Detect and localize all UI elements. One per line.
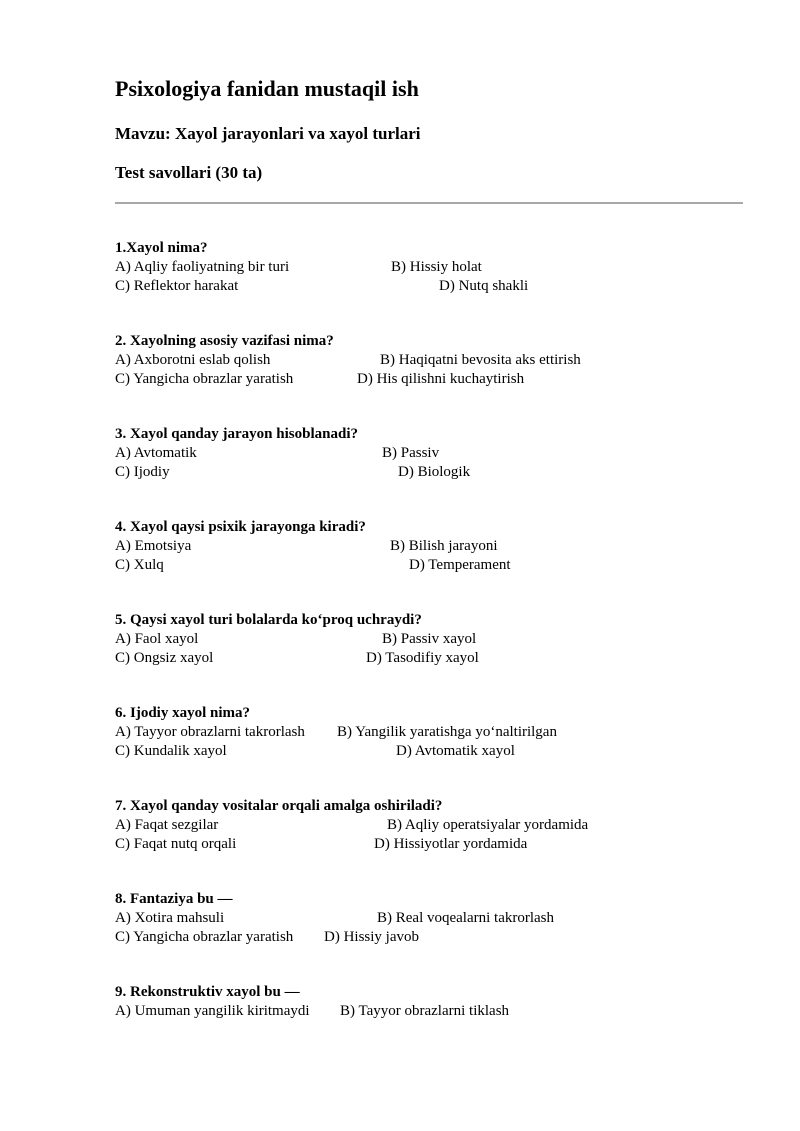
- options-row: [115, 928, 755, 947]
- question-3: [115, 425, 755, 482]
- option-a: A) Avtomatik: [115, 445, 197, 461]
- option-d: D) Hissiy javob: [324, 929, 419, 945]
- option-c: C) Ongsiz xayol: [115, 650, 214, 666]
- question-text: 6. Ijodiy xayol nima?: [115, 705, 251, 721]
- question-text: 3. Xayol qanday jarayon hisoblanadi?: [115, 426, 358, 442]
- option-b: B) Bilish jarayoni: [390, 538, 498, 554]
- option-a: A) Umuman yangilik kiritmaydi: [115, 1003, 310, 1019]
- question-text: 9. Rekonstruktiv xayol bu —: [115, 984, 300, 1000]
- question-text: 5. Qaysi xayol turi bolalarda ko‘proq uchraydi?: [115, 612, 422, 628]
- options-row: [115, 1002, 755, 1021]
- option-c: C) Xulq: [115, 557, 164, 573]
- option-a: A) Emotsiya: [115, 538, 192, 554]
- options-row: [115, 649, 755, 668]
- question-2: [115, 332, 755, 389]
- option-c: C) Yangicha obrazlar yaratish: [115, 371, 294, 387]
- question-text: 4. Xayol qaysi psixik jarayonga kiradi?: [115, 519, 366, 535]
- option-c: C) Yangicha obrazlar yaratish: [115, 929, 294, 945]
- options-row: [115, 444, 755, 463]
- options-row: [115, 909, 755, 928]
- option-b: B) Tayyor obrazlarni tiklash: [340, 1003, 510, 1019]
- options-row: [115, 351, 755, 370]
- option-c: C) Ijodiy: [115, 464, 170, 480]
- option-b: B) Passiv xayol: [382, 631, 477, 647]
- option-a: A) Faol xayol: [115, 631, 199, 647]
- options-row: [115, 816, 755, 835]
- option-b: B) Hissiy holat: [391, 259, 482, 275]
- option-a: A) Aqliy faoliyatning bir turi: [115, 259, 290, 275]
- question-text: 2. Xayolning asosiy vazifasi nima?: [115, 333, 334, 349]
- option-c: C) Reflektor harakat: [115, 278, 239, 294]
- option-c: C) Kundalik xayol: [115, 743, 227, 759]
- question-text: 8. Fantaziya bu —: [115, 891, 233, 907]
- option-b: B) Haqiqatni bevosita aks ettirish: [380, 352, 581, 368]
- question-8: [115, 890, 755, 947]
- option-d: D) Temperament: [409, 557, 511, 573]
- option-d: D) Avtomatik xayol: [396, 743, 515, 759]
- options-row: [115, 742, 755, 761]
- options-row: [115, 630, 755, 649]
- options-row: [115, 556, 755, 575]
- question-5: [115, 611, 755, 668]
- options-row: [115, 258, 755, 277]
- question-1: [115, 239, 755, 296]
- option-b: B) Aqliy operatsiyalar yordamida: [387, 817, 589, 833]
- options-row: [115, 835, 755, 854]
- question-4: [115, 518, 755, 575]
- document-subtitle: Test savollari (30 ta): [115, 163, 263, 182]
- option-d: D) Tasodifiy xayol: [366, 650, 479, 666]
- option-d: D) Biologik: [398, 464, 471, 480]
- option-d: D) Hissiyotlar yordamida: [374, 836, 528, 852]
- question-9: [115, 983, 755, 1021]
- option-a: A) Axborotni eslab qolish: [115, 352, 271, 368]
- question-text: 7. Xayol qanday vositalar orqali amalga oshiriladi?: [115, 798, 443, 814]
- document-topic: Mavzu: Xayol jarayonlari va xayol turlari: [115, 124, 421, 143]
- option-a: A) Tayyor obrazlarni takrorlash: [115, 724, 305, 740]
- document-title: Psixologiya fanidan mustaqil ish: [115, 76, 419, 101]
- horizontal-divider: [115, 202, 743, 204]
- options-row: [115, 537, 755, 556]
- options-row: [115, 463, 755, 482]
- option-b: B) Passiv: [382, 445, 440, 461]
- question-6: [115, 704, 755, 761]
- question-text: 1.Xayol nima?: [115, 240, 208, 256]
- options-row: [115, 370, 755, 389]
- option-b: B) Real voqealarni takrorlash: [377, 910, 555, 926]
- option-c: C) Faqat nutq orqali: [115, 836, 237, 852]
- option-a: A) Faqat sezgilar: [115, 817, 219, 833]
- options-row: [115, 277, 755, 296]
- option-a: A) Xotira mahsuli: [115, 910, 225, 926]
- option-d: D) Nutq shakli: [439, 278, 529, 294]
- question-7: [115, 797, 755, 854]
- options-row: [115, 723, 755, 742]
- option-d: D) His qilishni kuchaytirish: [357, 371, 525, 387]
- option-b: B) Yangilik yaratishga yo‘naltirilgan: [337, 724, 557, 740]
